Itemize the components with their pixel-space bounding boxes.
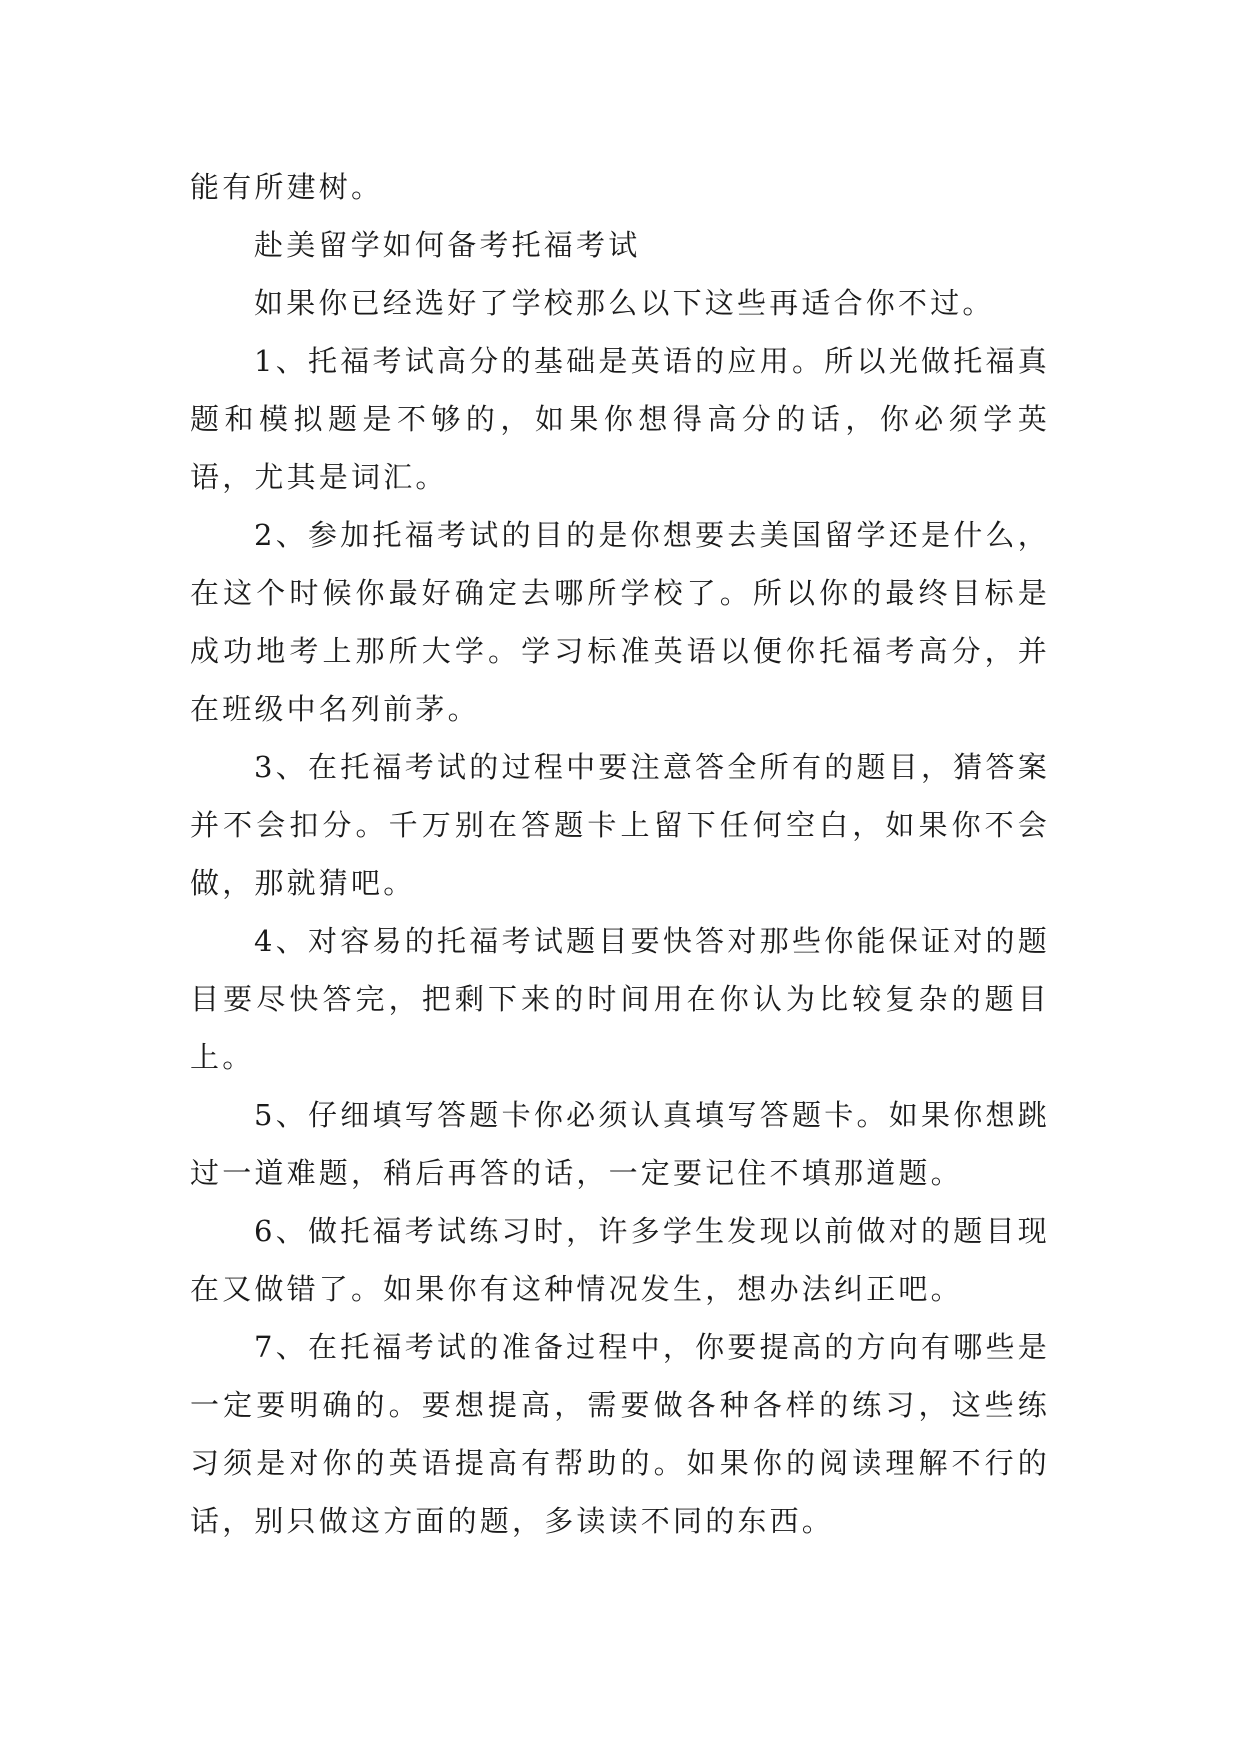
section-heading: 赴美留学如何备考托福考试 (254, 228, 641, 262)
paragraph-tip-6: 6、做托福考试练习时，许多学生发现以前做对的题目现在又做错了。如果你有这种情况发生，想办法纠正吧。 (190, 1214, 1050, 1306)
paragraph-intro: 如果你已经选好了学校那么以下这些再适合你不过。 (254, 286, 995, 320)
paragraph-tip-5: 5、仔细填写答题卡你必须认真填写答题卡。如果你想跳过一道难题，稍后再答的话，一定要记住不填那道题。 (190, 1098, 1050, 1190)
document-body (190, 158, 1050, 1550)
paragraph-tip-7: 7、在托福考试的准备过程中，你要提高的方向有哪些是一定要明确的。要想提高，需要做各种各样的练习，这些练习须是对你的英语提高有帮助的。如果你的阅读理解不行的话，别只做这方面的题，多读读不同的东西。 (190, 1330, 1050, 1538)
paragraph-tip-1: 1、托福考试高分的基础是英语的应用。所以光做托福真题和模拟题是不够的，如果你想得高分的话，你必须学英语，尤其是词汇。 (190, 344, 1050, 494)
paragraph-tip-4: 4、对容易的托福考试题目要快答对那些你能保证对的题目要尽快答完，把剩下来的时间用在你认为比较复杂的题目上。 (190, 924, 1050, 1074)
paragraph-continuation: 能有所建树。 (190, 170, 384, 204)
paragraph-tip-3: 3、在托福考试的过程中要注意答全所有的题目，猜答案并不会扣分。千万别在答题卡上留下任何空白，如果你不会做，那就猜吧。 (190, 750, 1050, 900)
paragraph-tip-2: 2、参加托福考试的目的是你想要去美国留学还是什么，在这个时候你最好确定去哪所学校了。所以你的最终目标是成功地考上那所大学。学习标准英语以便你托福考高分，并在班级中名列前茅。 (190, 518, 1050, 726)
